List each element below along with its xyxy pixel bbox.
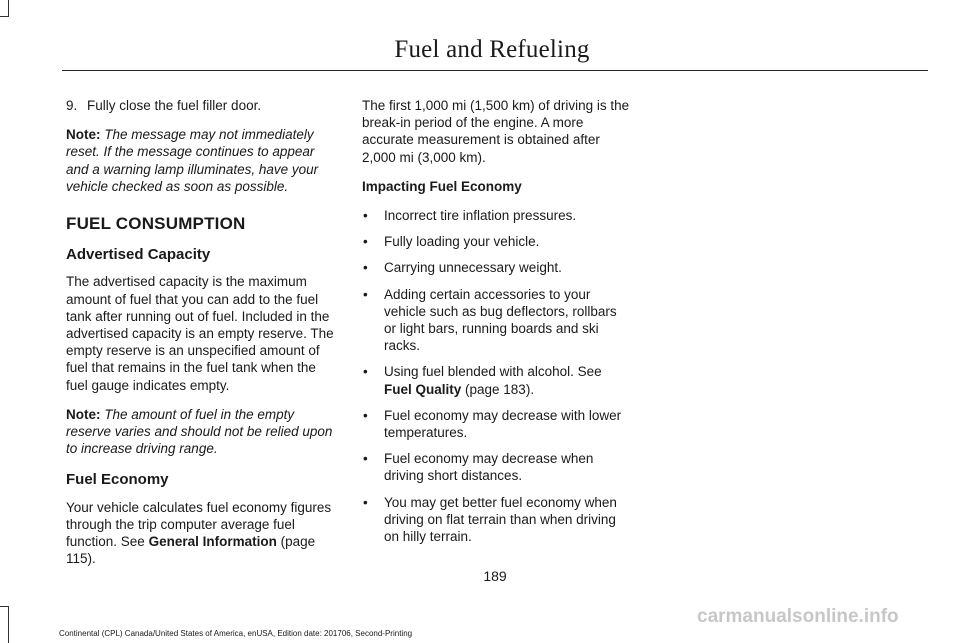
note-paragraph-reserve: [66, 406, 338, 458]
list-item: [362, 286, 632, 355]
list-item: [362, 407, 632, 441]
fuel-economy-paragraph: [66, 499, 338, 568]
step-text: Fully close the fuel filler door.: [87, 98, 262, 113]
note-label: Note:: [66, 127, 101, 143]
page-reference: (page 115).: [66, 534, 316, 567]
note-label: Note:: [66, 406, 101, 422]
step-9: [66, 97, 338, 114]
general-information-link[interactable]: General Information: [148, 534, 277, 550]
list-item-text: Fully loading your vehicle.: [384, 234, 540, 250]
page-number: 189: [483, 568, 507, 584]
break-in-paragraph: The first 1,000 mi (1,500 km) of driving is the break-in period of the engine. A more accurate measurement is obtained after 2,000 mi (3,000 km).: [362, 98, 630, 165]
bullet-icon: •: [363, 407, 368, 423]
fuel-economy-text: Your vehicle calculates fuel economy figures through the trip computer average fuel function. See: [66, 499, 332, 550]
list-item-text: Incorrect tire inflation pressures.: [384, 208, 577, 224]
list-item-text: Fuel economy may decrease when driving short distances.: [384, 451, 594, 484]
right-column: [362, 97, 632, 554]
list-item: [362, 450, 632, 484]
subheading-fuel-economy: Fuel Economy: [66, 471, 169, 489]
list-item-text: You may get better fuel economy when driving on flat terrain than when driving on hilly terrain.: [384, 494, 617, 545]
bullet-icon: •: [363, 364, 368, 380]
page-header-title: Fuel and Refueling: [394, 36, 590, 63]
left-column: [66, 97, 338, 579]
crop-mark-top-left-h: [0, 16, 9, 17]
list-item-text: Adding certain accessories to your vehicle such as bug deflectors, rollbars or light bars, running boards and ski racks.: [384, 286, 617, 354]
bullet-icon: •: [363, 234, 368, 250]
crop-mark-bottom-left-h: [0, 606, 9, 607]
list-item: [362, 207, 632, 224]
list-item-text: Carrying unnecessary weight.: [384, 260, 562, 276]
list-item-text: Fuel economy may decrease with lower temperatures.: [384, 407, 622, 441]
subheading-impacting-fuel-economy: Impacting Fuel Economy: [362, 178, 522, 194]
bullet-icon: •: [363, 286, 368, 302]
list-item: [362, 363, 632, 397]
alcohol-text: Using fuel blended with alcohol. See: [384, 364, 602, 380]
page-reference: (page 183).: [461, 381, 535, 397]
step-number: 9.: [66, 98, 78, 113]
list-item-text: [384, 363, 632, 397]
list-item: [362, 259, 632, 276]
header-divider: [62, 70, 928, 71]
fuel-quality-link[interactable]: Fuel Quality: [384, 381, 462, 397]
fuel-economy-factors-list: [362, 207, 632, 545]
list-item: [362, 233, 632, 250]
subheading-advertised-capacity: Advertised Capacity: [66, 246, 211, 264]
bullet-icon: •: [363, 451, 368, 467]
bullet-icon: •: [363, 260, 368, 276]
note-text: The amount of fuel in the empty reserve varies and should not be relied upon to increase driving range.: [66, 406, 333, 457]
bullet-icon: •: [363, 208, 368, 224]
edition-footer: Continental (CPL) Canada/United States of America, enUSA, Edition date: 201706, Second-Printing: [59, 629, 413, 638]
crop-mark-bottom-left-v: [8, 606, 9, 643]
crop-mark-top-left-v: [8, 0, 9, 16]
advertised-capacity-paragraph: The advertised capacity is the maximum amount of fuel that you can add to the fuel tank after running out of fuel. Included in the advertised capacity is an empty reserve. The empty reserve is an unspecified amount of fuel that remains in the fuel tank when the fuel gauge indicates empty.: [66, 274, 334, 393]
site-watermark: carmanualsonline.info: [697, 606, 899, 627]
note-text: The message may not immediately reset. If the message continues to appear and a warning lamp illuminates, have your vehicle checked as soon as possible.: [66, 127, 319, 194]
section-heading-fuel-consumption: FUEL CONSUMPTION: [66, 214, 246, 234]
note-paragraph: [66, 126, 338, 195]
bullet-icon: •: [363, 494, 368, 510]
list-item: [362, 494, 632, 546]
